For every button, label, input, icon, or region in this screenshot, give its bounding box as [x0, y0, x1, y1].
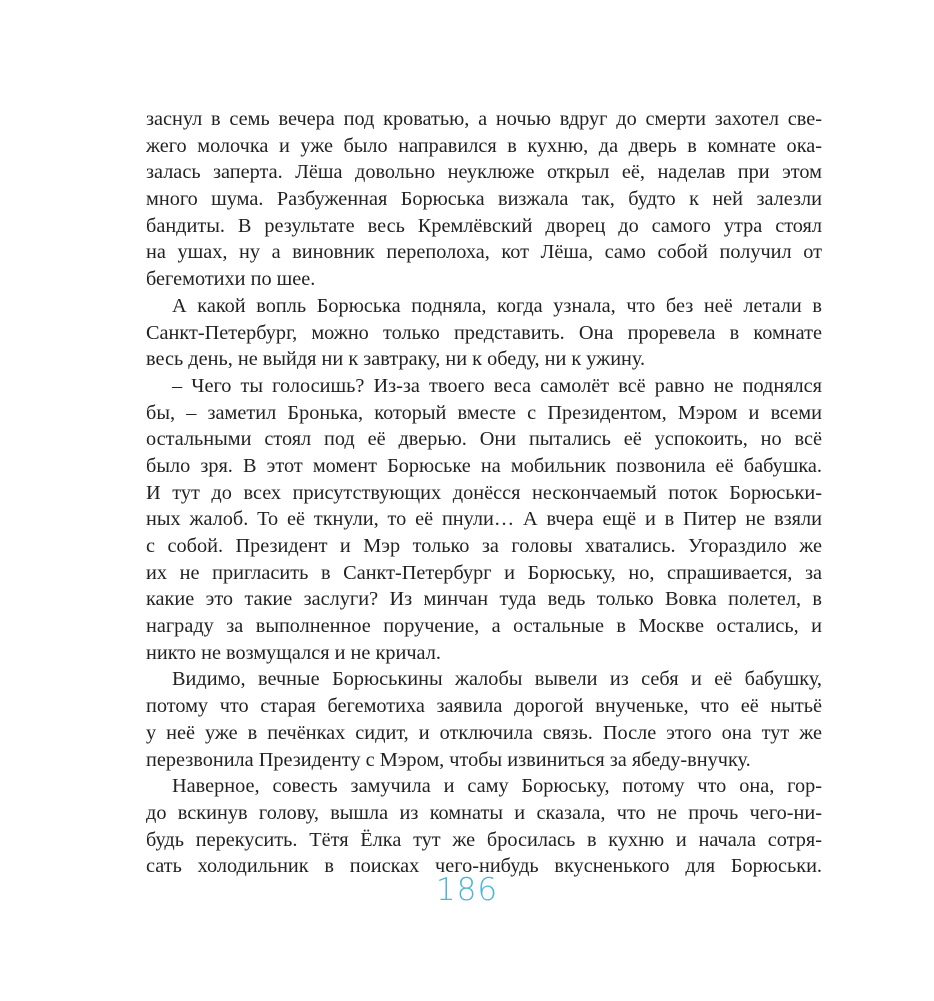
page-number: 186 — [435, 872, 499, 908]
text-line: на ушах, ну а виновник переполоха, кот Лёша, само собой получил от — [146, 241, 822, 264]
text-line: у неё уже в печёнках сидит, и отключила связь. После этого она тут же — [146, 721, 822, 744]
text-line: залась заперта. Лёша довольно неуклюже открыл её, наделав при этом — [146, 161, 822, 184]
text-line: – Чего ты голосишь? Из-за твоего веса самолёт всё равно не поднялся — [172, 374, 822, 397]
text-line: И тут до всех присутствующих донёсся нескончаемый поток Борюськи- — [146, 481, 822, 504]
text-line: какие это такие заслуги? Из минчан туда ведь только Вовка полетел, в — [146, 588, 822, 611]
text-line: бегемотихи по шее. — [146, 268, 316, 291]
text-line: Санкт-Петербург, можно только представить. Она проревела в комнате — [146, 321, 822, 344]
text-line: перезвонила Президенту с Мэром, чтобы извиниться за ябеду-внучку. — [146, 748, 751, 771]
text-line: весь день, не выйдя ни к завтраку, ни к обеду, ни к ужину. — [146, 348, 646, 371]
text-line: жего молочка и уже было направился в кухню, да дверь в комнате ока- — [146, 134, 822, 157]
text-line: Видимо, вечные Борюськины жалобы вывели из себя и её бабушку, — [172, 668, 822, 691]
text-line: потому что старая бегемотиха заявила дорогой внученьке, что её нытьё — [146, 695, 822, 718]
text-line: бы, – заметил Бронька, который вместе с Президентом, Мэром и всеми — [146, 401, 822, 424]
text-line: до вскинув голову, вышла из комнаты и сказала, что не прочь чего-ни- — [146, 801, 822, 824]
text-line: заснул в семь вечера под кроватью, а ночью вдруг до смерти захотел све- — [146, 108, 822, 130]
text-line: их не пригласить в Санкт-Петербург и Борюську, но, спрашивается, за — [146, 561, 822, 584]
text-line: А какой вопль Борюська подняла, когда узнала, что без неё летали в — [172, 294, 822, 317]
text-line: остальными стоял под её дверью. Они пытались её успокоить, но всё — [146, 428, 822, 451]
text-line: бандиты. В результате весь Кремлёвский дворец до самого утра стоял — [146, 214, 822, 237]
text-line: с собой. Президент и Мэр только за головы хватались. Угораздило же — [146, 535, 822, 557]
text-line: никто не возмущался и не кричал. — [146, 641, 441, 664]
text-line: было зря. В этот момент Борюське на мобильник позвонила её бабушка. — [146, 454, 822, 477]
text-line: сать холодильник в поисках чего-нибудь вкусненького для Борюськи. — [146, 855, 822, 878]
text-line: будь перекусить. Тётя Ёлка тут же бросилась в кухню и начала сотря- — [146, 828, 822, 851]
text-line: Наверное, совесть замучила и саму Борюську, потому что она, гор- — [172, 775, 822, 798]
text-line: ных жалоб. То её ткнули, то её пнули… А вчера ещё и в Питер не взяли — [146, 508, 822, 531]
text-line: много шума. Разбуженная Борюська визжала так, будто к ней залезли — [146, 188, 822, 211]
body-text — [146, 106, 822, 880]
text-line: награду за выполненное поручение, а остальные в Москве остались, и — [146, 615, 822, 638]
